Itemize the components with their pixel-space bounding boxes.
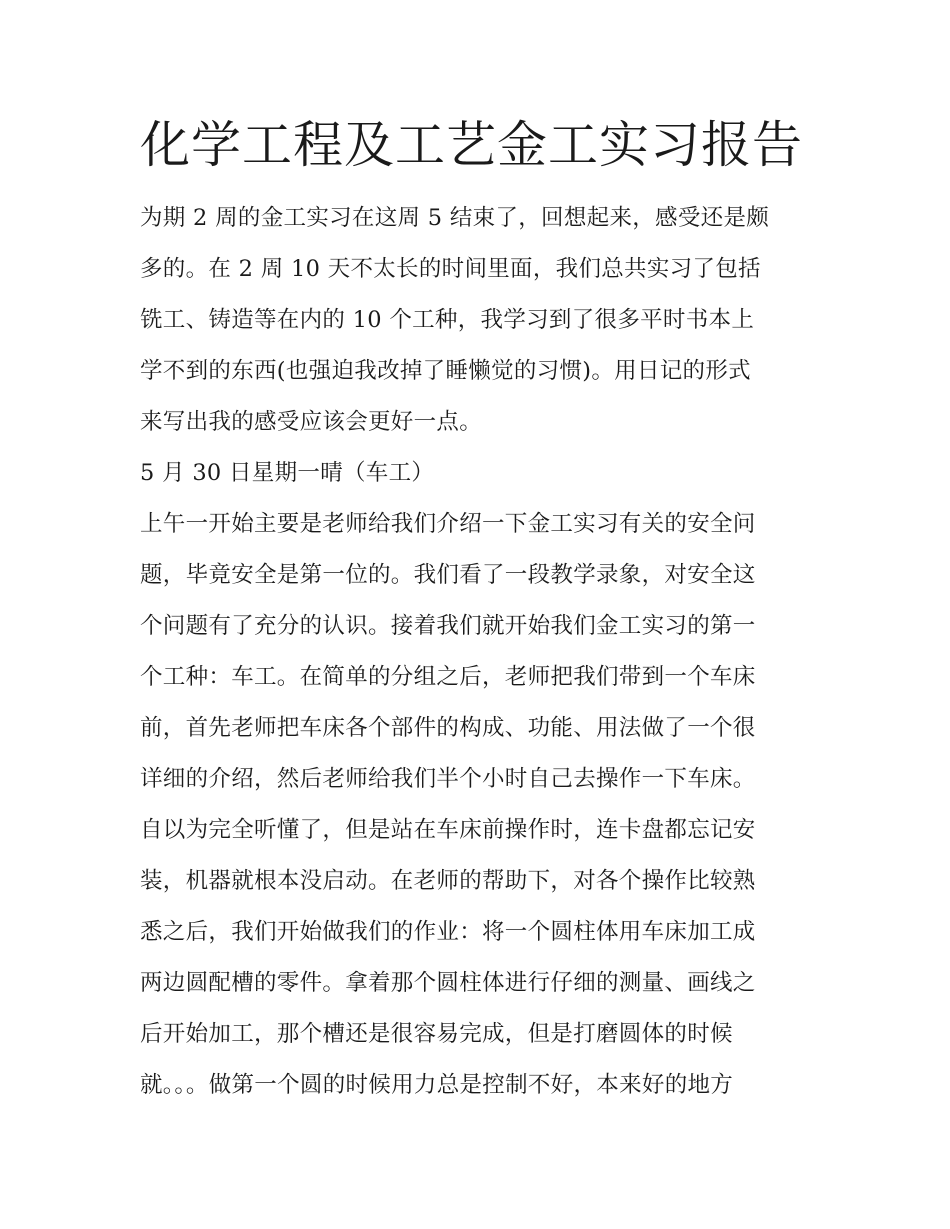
text-line: 就。。。做第一个圆的时候用力总是控制不好，本来好的地方 — [140, 1072, 734, 1098]
text-line: 5 月 30 日星期一晴（车工） — [140, 460, 435, 486]
text-line: 为期 2 周的金工实习在这周 5 结束了，回想起来，感受还是颇 — [140, 205, 770, 231]
text-line: 前，首先老师把车床各个部件的构成、功能、用法做了一个很 — [140, 715, 756, 741]
text-line: 多的。在 2 周 10 天不太长的时间里面，我们总共实习了包括 — [140, 256, 761, 282]
text-line: 自以为完全听懂了，但是站在车床前操作时，连卡盘都忘记安 — [140, 817, 756, 843]
text-line: 题，毕竟安全是第一位的。我们看了一段教学录象，对安全这 — [140, 562, 756, 588]
document-page — [140, 112, 820, 1111]
text-line: 两边圆配槽的零件。拿着那个圆柱体进行仔细的测量、画线之 — [140, 970, 756, 996]
text-line: 详细的介绍，然后老师给我们半个小时自己去操作一下车床。 — [140, 766, 756, 792]
text-line: 悉之后，我们开始做我们的作业：将一个圆柱体用车床加工成 — [140, 919, 756, 945]
body-paragraph — [140, 499, 820, 1111]
text-line: 来写出我的感受应该会更好一点。 — [140, 409, 483, 435]
text-line: 后开始加工，那个槽还是很容易完成，但是打磨圆体的时候 — [140, 1021, 733, 1047]
text-line: 装，机器就根本没启动。在老师的帮助下，对各个操作比较熟 — [140, 868, 756, 894]
text-line: 铣工、铸造等在内的 10 个工种，我学习到了很多平时书本上 — [140, 307, 755, 333]
text-line: 上午一开始主要是老师给我们介绍一下金工实习有关的安全问 — [140, 511, 756, 537]
text-line: 个工种：车工。在简单的分组之后，老师把我们带到一个车床 — [140, 664, 756, 690]
intro-paragraph — [140, 193, 820, 448]
diary-date-heading — [140, 448, 820, 499]
document-title: 化学工程及工艺金工实习报告 — [140, 116, 803, 174]
text-line: 学不到的东西(也强迫我改掉了睡懒觉的习惯)。用日记的形式 — [140, 358, 751, 384]
text-line: 个问题有了充分的认识。接着我们就开始我们金工实习的第一 — [140, 613, 756, 639]
